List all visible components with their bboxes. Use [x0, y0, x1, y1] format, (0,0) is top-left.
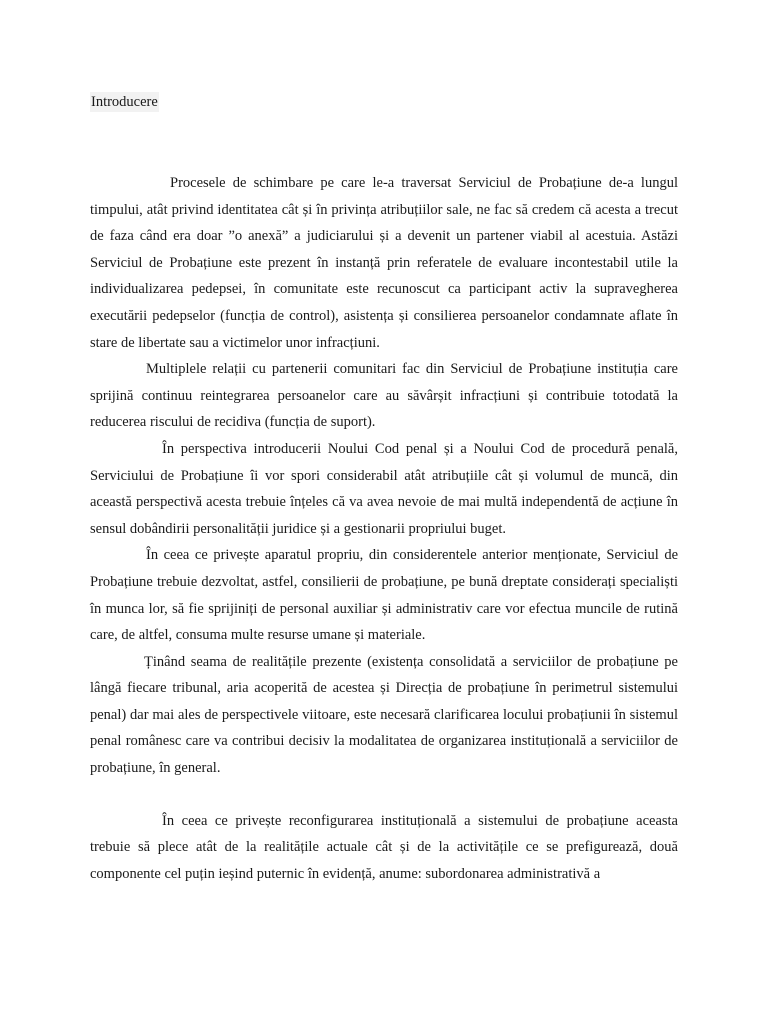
section-heading: Introducere: [91, 94, 158, 110]
paragraph-5: Ținând seama de realitățile prezente (existența consolidată a serviciilor de probațiune pe lângă fiecare tribunal, aria acoperită de acestea și Direcția de probațiune în perimetrul sistemului penal) dar mai ales de perspectivele viitoare, este necesară clarificarea locului probațiunii în sistemul penal românesc care va contribui decisiv la modalitatea de organizarea instituțională a serviciilor de probațiune, în general.: [90, 653, 678, 777]
paragraph-4: În ceea ce privește aparatul propriu, din considerentele anterior menționate, Serviciul de Probațiune trebuie dezvoltat, astfel, consilierii de probațiune, pe bună dreptate considerați specialiști în munca lor, să fie sprijiniți de personal auxiliar și administrativ care vor efectua muncile de rutină care, de altfel, consuma multe resurse umane și materiale.: [90, 547, 678, 644]
paragraph-6: În ceea ce privește reconfigurarea instituțională a sistemului de probațiune aceasta trebuie să plece atât de la realitățile actuale cât și de la activitățile ce se prefigurează, două componente cel puțin ieșind puternic în evidență, anume: subordonarea administrativă a: [90, 812, 678, 882]
paragraph-3: În perspectiva introducerii Noului Cod penal și a Noului Cod de procedură penală, Serviciului de Probațiune îi vor spori considerabil atât atribuțiile cât și volumul de muncă, din această perspectivă acesta trebuie înțeles că va avea nevoie de mai multă independentă de acțiune în sensul dobândirii personalității juridice și a gestionarii propriului buget.: [90, 440, 678, 537]
document-body: [90, 170, 678, 887]
paragraph-2: Multiplele relații cu partenerii comunitari fac din Serviciul de Probațiune instituția care sprijină continuu reintegrarea persoanelor care au săvârșit infracțiuni și contribuie totodată la reducerea riscului de recidiva (funcția de suport).: [90, 361, 678, 431]
paragraph-1: Procesele de schimbare pe care le-a traversat Serviciul de Probațiune de-a lungul timpului, atât privind identitatea cât și în privința atribuțiilor sale, ne fac să credem că acesta a trecut de faza când era doar ”o anexă” a judiciarului și a devenit un partener viabil al acestuia. Astăzi Serviciul de Probațiune este prezent în instanță prin referatele de evaluare incontestabil utile la individualizarea pedepsei, în comunitate este recunoscut ca participant activ la supravegherea executării pedepselor (funcția de control), asistența și consilierea persoanelor condamnate aflate în stare de libertate sau a victimelor unor infracțiuni.: [90, 175, 678, 351]
